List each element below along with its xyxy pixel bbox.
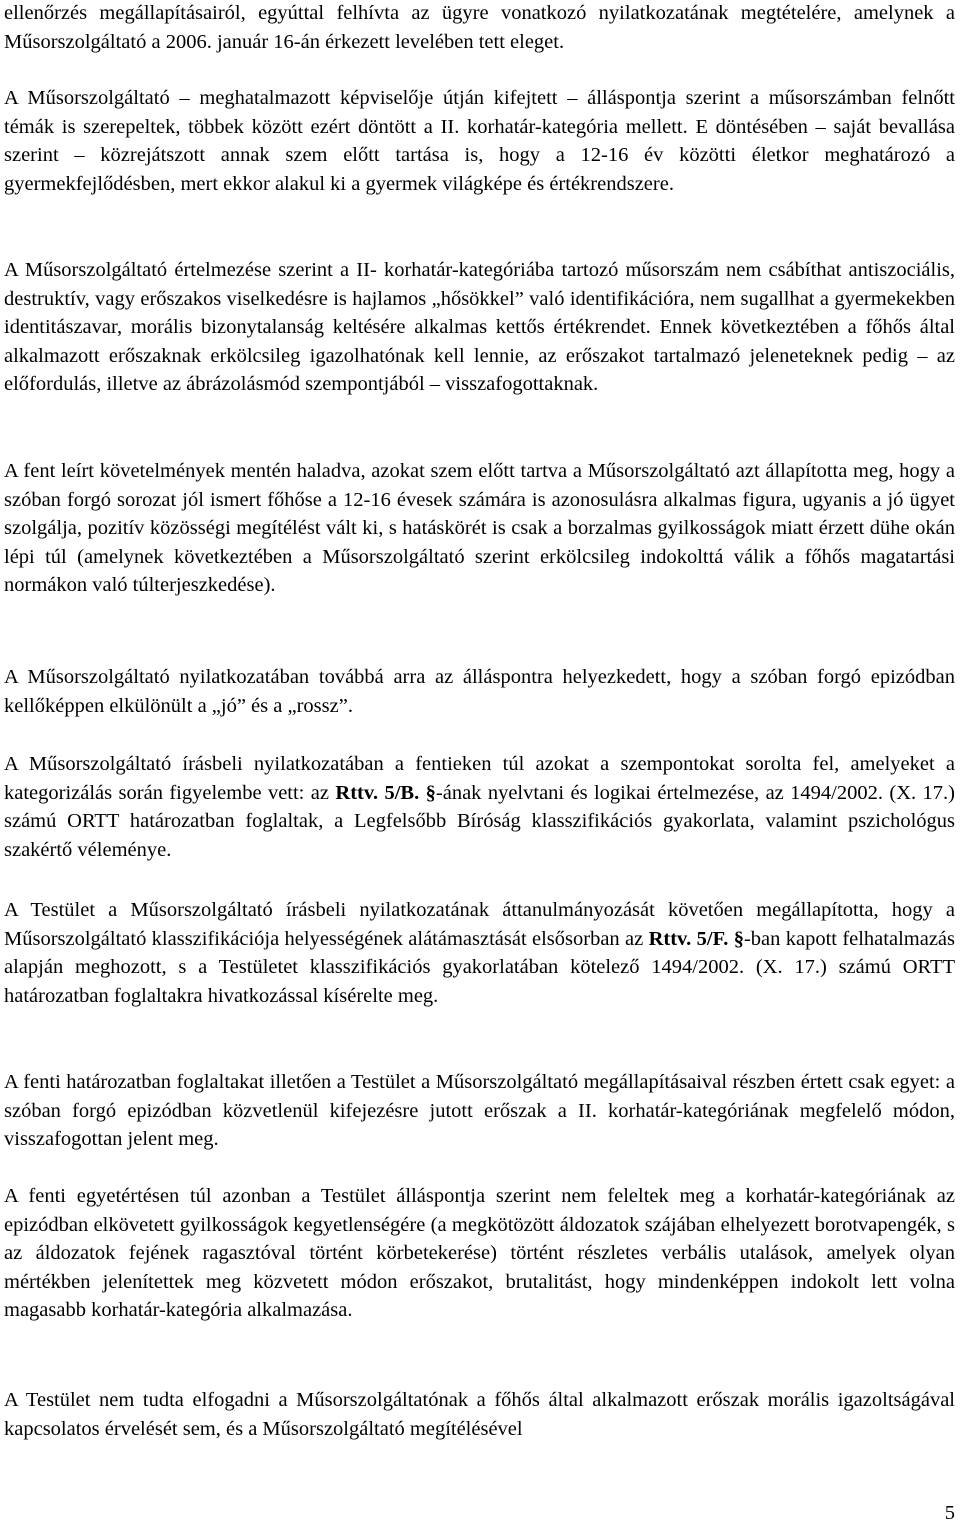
paragraph-7 (4, 896, 955, 1010)
paragraph-7-text-after: -ban kapott felhatalmazás alapján meghozott, s a Testületet klasszifikációs gyakorlatában kötelező 1494/2002. (X. 17.) számú ORTT határozatban foglaltakra hivatkozással kísérelte meg. (4, 927, 955, 1007)
paragraph-3: A Műsorszolgáltató értelmezése szerint a II- korhatár-kategóriába tartozó műsorszám nem csábíthat antiszociális, destruktív, vagy erőszakos viselkedésre is hajlamos „hősökkel” való identifikációra, nem sugallhat a gyermekekben identitászavar, morális bizonytalanság keltésére alkalmas kettős értékrendet. Ennek következtében a főhős által alkalmazott erőszaknak erkölcsileg igazolhatónak kell lennie, az erőszakot tartalmazó jeleneteknek pedig – az előfordulás, illetve az ábrázolásmód szempontjából – visszafogottaknak. (4, 259, 955, 396)
page-number: 5 (944, 1502, 955, 1524)
paragraph-7-text-before: A Testület a Műsorszolgáltató írásbeli nyilatkozatának áttanulmányozását követően megállapította, hogy a Műsorszolgáltató klasszifikációja helyességének alátámasztását elsősorban az (4, 899, 955, 950)
paragraph-4: A fent leírt követelmények mentén haladva, azokat szem előtt tartva a Műsorszolgáltató azt állapította meg, hogy a szóban forgó sorozat jól ismert főhőse a 12-16 évesek számára is azonosulásra alkalmas figura, ugyanis a jó ügyet szolgálja, pozitív közösségi megítélést vált ki, s hatáskörét is csak a borzalmas gyilkosságok miatt érzett dühe okán lépi túl (amelynek következtében a Műsorszolgáltató szerint erkölcsileg indokolttá válik a főhős magatartási normákon való túlterjeszkedése). (4, 460, 955, 597)
paragraph-5: A Műsorszolgáltató nyilatkozatában továbbá arra az álláspontra helyezkedett, hogy a szóban forgó epizódban kellőképpen elkülönült a „jó” és a „rossz”. (4, 666, 955, 717)
paragraph-10: A Testület nem tudta elfogadni a Műsorszolgáltatónak a főhős által alkalmazott erőszak morális igazoltságával kapcsolatos érvelését sem, és a Műsorszolgáltató megítélésével (4, 1389, 955, 1440)
paragraph-6 (4, 750, 955, 864)
legal-reference-rttv-5f: Rttv. 5/F. (648, 927, 729, 950)
paragraph-9: A fenti egyetértésen túl azonban a Testület álláspontja szerint nem feleltek meg a korhatár-kategóriának az epizódban elkövetett gyilkosságok kegyetlenségére (a megkötözött áldozatok szájában elhelyezett borotvapengék, s az áldozatok fejének ragasztóval történt körbetekerése) történt részletes verbális utalások, amelyek olyan mértékben jelenítettek meg közvetett módon erőszakot, brutalitást, hogy mindenképpen indokolt lett volna magasabb korhatár-kategória alkalmazása. (4, 1185, 955, 1322)
paragraph-8: A fenti határozatban foglaltakat illetően a Testület a Műsorszolgáltató megállapításaival részben értett csak egyet: a szóban forgó epizódban közvetlenül kifejezésre jutott erőszak a II. korhatár-kategóriának megfelelő módon, visszafogottan jelent meg. (4, 1071, 955, 1151)
paragraph-6-text-before: A Műsorszolgáltató írásbeli nyilatkozatában a fentieken túl azokat a szempontokat sorolta fel, amelyeket a kategorizálás során figyelembe vett: az (4, 753, 955, 804)
section-sign: § (733, 927, 744, 950)
paragraph-1: ellenőrzés megállapításairól, egyúttal felhívta az ügyre vonatkozó nyilatkozatának megtételére, amelynek a Műsorszolgáltató a 2006. január 16-án érkezett levelében tett eleget. (4, 2, 955, 53)
legal-reference-rttv-5b: Rttv. 5/B. (335, 781, 420, 804)
paragraph-2: A Műsorszolgáltató – meghatalmazott képviselője útján kifejtett – álláspontja szerint a műsorszámban felnőtt témák is szerepeltek, többek között ezért döntött a II. korhatár-kategória mellett. E döntésében – saját bevallása szerint – közrejátszott annak szem előtt tartása is, hogy a 12-16 év közötti életkor meghatározó a gyermekfejlődésben, mert ekkor alakul ki a gyermek világképe és értékrendszere. (4, 87, 955, 195)
paragraph-6-text-after: -ának nyelvtani és logikai értelmezése, az 1494/2002. (X. 17.) számú ORTT határozatban foglaltak, a Legfelsőbb Bíróság klasszifikációs gyakorlata, valamint pszichológus szakértő véleménye. (4, 781, 956, 861)
section-sign: § (425, 781, 436, 804)
